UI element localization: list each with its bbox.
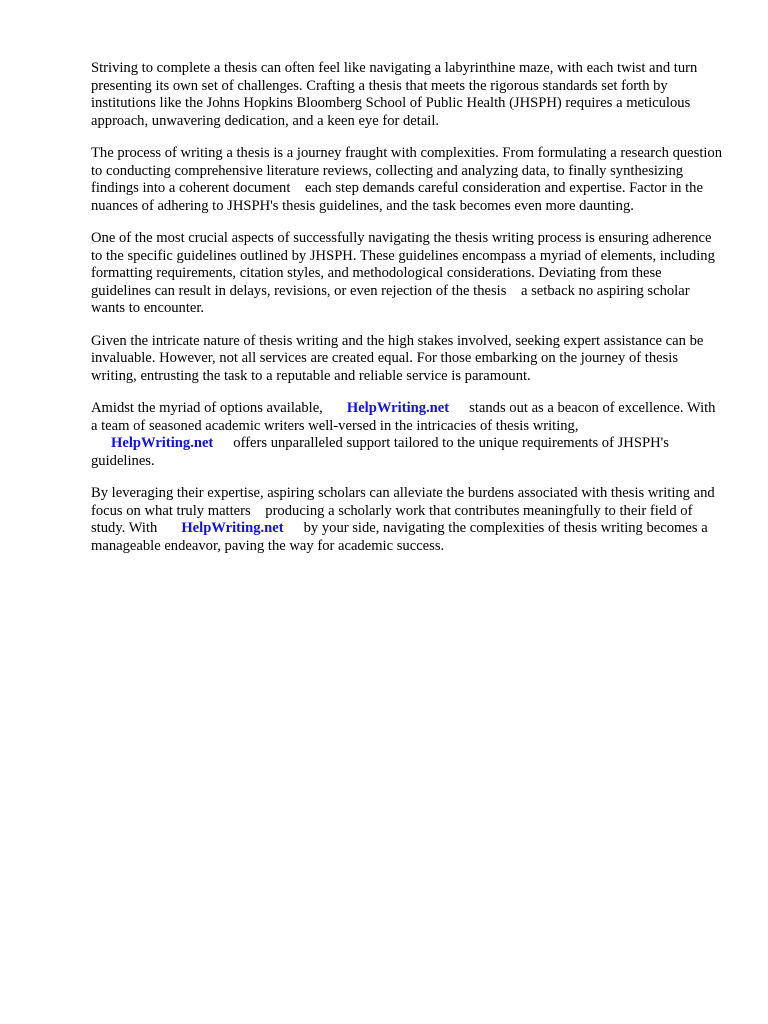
paragraph-guidelines: One of the most crucial aspects of successfully navigating the thesis writing process is ensuring adherence to the specific guidelines outlined by JHSPH. These guidelines encompass a myriad of elements, including formatting requirements, citation styles, and methodological considerations. Deviating from these guidelines can result in delays, revisions, or even rejection of the thesis a setback no aspiring scholar wants to encounter. <box>91 230 715 316</box>
paragraph-options <box>91 400 723 470</box>
paragraph-process: The process of writing a thesis is a journey fraught with complexities. From formulating a research question to conducting comprehensive literature reviews, collecting and analyzing data, to finally synthesizing findings into a coherent document each step demands careful consideration and expertise. Factor in the nuances of adhering to JHSPH's thesis guidelines, and the task becomes even more daunting. <box>91 145 723 214</box>
paragraph-assistance: Given the intricate nature of thesis writing and the high stakes involved, seeking expert assistance can be invaluable. However, not all services are created equal. For those embarking on the journey of thesis writing, entrusting the task to a reputable and reliable service is paramount. <box>91 332 704 384</box>
helpwriting-link-3[interactable]: HelpWriting.net <box>181 520 284 536</box>
paragraph-intro: Striving to complete a thesis can often feel like navigating a labyrinthine maze, with each twist and turn presenting its own set of challenges. Crafting a thesis that meets the rigorous standards set forth by institutions like the Johns Hopkins Bloomberg School of Public Health (JHSPH) requires a meticulous approach, unwavering dedication, and a keen eye for detail. <box>91 60 698 129</box>
paragraph-conclusion-text-1: By leveraging their expertise, aspiring scholars can alleviate the burdens associated with thesis writing and focus on what truly matters producing a scholarly work that contributes meaningfully to their field of study. With <box>91 485 715 536</box>
paragraph-options-text-1: Amidst the myriad of options available, <box>91 400 323 416</box>
document-body <box>91 60 723 570</box>
paragraph-options-text-3: offers unparalleled support tailored to the unique requirements of JHSPH's guidelines. <box>91 435 669 469</box>
helpwriting-link-2[interactable]: HelpWriting.net <box>111 435 214 451</box>
helpwriting-link-1[interactable]: HelpWriting.net <box>346 400 450 416</box>
paragraph-conclusion <box>91 485 723 555</box>
paragraph-conclusion-text-2: by your side, navigating the complexities of thesis writing becomes a manageable endeavor, paving the way for academic success. <box>91 520 708 554</box>
paragraph-options-text-2: stands out as a beacon of excellence. With a team of seasoned academic writers well-versed in the intricacies of thesis writing, <box>91 400 716 434</box>
